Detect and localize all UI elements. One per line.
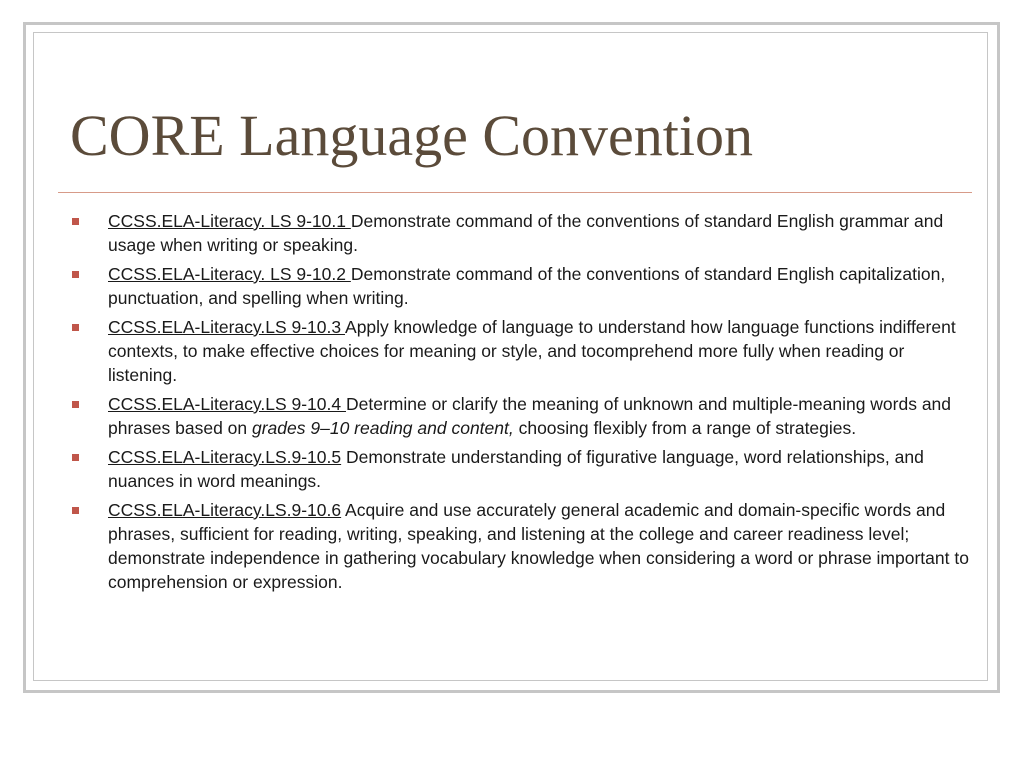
standard-description: Apply knowledge of language to understand how language functions indifferent contexts, to make effective choices for meaning or style, and tocomprehend more fully when reading or listening.	[108, 317, 956, 385]
square-bullet-icon	[72, 324, 79, 331]
standards-list	[70, 209, 970, 599]
standard-description-italic: grades 9–10 reading and content,	[252, 418, 514, 438]
title-divider	[58, 192, 972, 193]
standard-description: Determine or clarify the meaning of unknown and multiple-meaning words and phrases based on	[108, 394, 952, 438]
standard-description: Demonstrate command of the conventions of standard English grammar and usage when writing or speaking.	[108, 211, 944, 255]
standard-description: Acquire and use accurately general academic and domain-specific words and phrases, sufficient for reading, writing, speaking, and listening at the college and career readiness level; demonstrate independence in gathering vocabulary knowledge when considering a word or phrase important to comprehension or expression.	[108, 500, 969, 592]
slide-title: CORE Language Convention	[70, 103, 754, 168]
standard-link[interactable]: CCSS.ELA-Literacy.LS 9-10.4	[108, 394, 346, 414]
list-item	[70, 262, 970, 310]
standard-link[interactable]: CCSS.ELA-Literacy. LS 9-10.1	[108, 211, 351, 231]
list-item	[70, 498, 970, 594]
square-bullet-icon	[72, 271, 79, 278]
square-bullet-icon	[72, 218, 79, 225]
list-item	[70, 445, 970, 493]
list-item	[70, 209, 970, 257]
standard-description: Demonstrate command of the conventions of standard English capitalization, punctuation, and spelling when writing.	[108, 264, 946, 308]
standard-description-end: choosing flexibly from a range of strategies.	[513, 418, 857, 438]
standard-link[interactable]: CCSS.ELA-Literacy.LS.9-10.5	[108, 447, 342, 467]
standard-link[interactable]: CCSS.ELA-Literacy. LS 9-10.2	[108, 264, 351, 284]
square-bullet-icon	[72, 507, 79, 514]
standard-description: Demonstrate understanding of figurative language, word relationships, and nuances in word meanings.	[108, 447, 924, 491]
list-item	[70, 315, 970, 387]
square-bullet-icon	[72, 401, 79, 408]
standard-link[interactable]: CCSS.ELA-Literacy.LS.9-10.6	[108, 500, 342, 520]
square-bullet-icon	[72, 454, 79, 461]
list-item	[70, 392, 970, 440]
standard-link[interactable]: CCSS.ELA-Literacy.LS 9-10.3	[108, 317, 346, 337]
